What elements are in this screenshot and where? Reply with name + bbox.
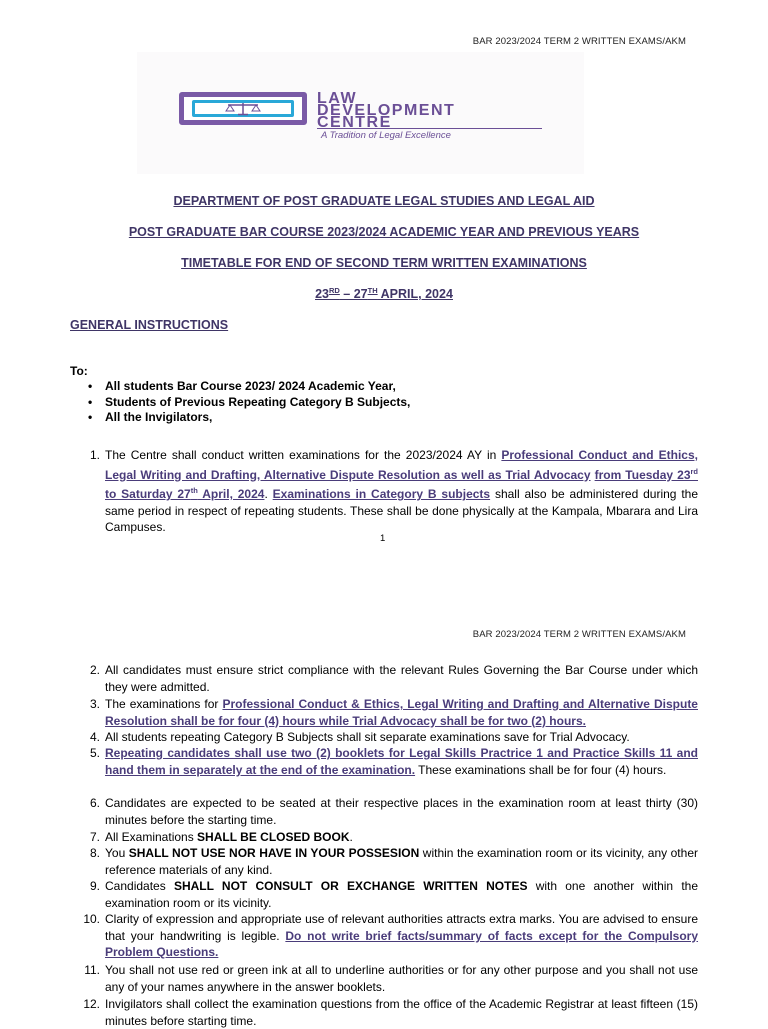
instruction-item-1: 1. The Centre shall conduct written examinations for the 2023/2024 AY in Professional Conduct and Ethics, Legal Writing and Drafting, Alternative Dispute Resolution as well as Trial Advocacy from Tuesday 23rd to Saturday 27th April, 2024. Examinations in Category B subjects shall also be administered during the same period in respect of repeating students. These shall be done physically at the Kampala, Mbarara and Lira Campuses. xyxy=(89,448,698,535)
list-item: • Students of Previous Repeating Category B Subjects, xyxy=(88,395,410,411)
instruction-item-10: 10. Clarity of expression and appropriate use of relevant authorities attracts extra marks. You are advised to ensure that your handwriting is legible. Do not write brief facts/summary of facts except for the Compulsory Problem Questions. xyxy=(83,912,699,960)
instruction-item-7: 7. All Examinations SHALL BE CLOSED BOOK. xyxy=(89,830,353,844)
logo-text-law: LAW xyxy=(317,90,358,107)
instruction-item-2: 2. All candidates must ensure strict compliance with the relevant Rules Governing the Bar Course under which they were admitted. xyxy=(89,663,698,694)
list-item: • All the Invigilators, xyxy=(88,410,410,426)
instruction-item-3: 3. The examinations for Professional Conduct & Ethics, Legal Writing and Drafting and Alternative Dispute Resolution shall be for four (4) hours while Trial Advocacy shall be for two (2) hours. xyxy=(89,697,698,728)
general-instructions-heading: GENERAL INSTRUCTIONS xyxy=(70,318,229,332)
department-title: DEPARTMENT OF POST GRADUATE LEGAL STUDIES AND LEGAL AID xyxy=(173,194,595,208)
page-header-reference: BAR 2023/2024 TERM 2 WRITTEN EXAMS/AKM xyxy=(472,629,686,640)
logo-text-development: DEVELOPMENT xyxy=(317,102,456,119)
logo-tagline: A Tradition of Legal Excellence xyxy=(317,128,542,141)
law-development-centre-logo xyxy=(137,52,584,174)
instruction-item-6: 6. Candidates are expected to be seated at their respective places in the examination room at least thirty (30) minutes before the starting time. xyxy=(89,796,698,827)
logo-book-frame xyxy=(179,92,307,125)
course-title: POST GRADUATE BAR COURSE 2023/2024 ACADEMIC YEAR AND PREVIOUS YEARS xyxy=(128,225,640,239)
instruction-item-9: 9. Candidates SHALL NOT CONSULT OR EXCHANGE WRITTEN NOTES with one another within the examination room or its vicinity. xyxy=(89,879,699,910)
instruction-item-8: 8. You SHALL NOT USE NOR HAVE IN YOUR POSSESION within the examination room or its vicinity, any other reference materials of any kind. xyxy=(89,846,698,877)
to-label: To: xyxy=(70,364,88,378)
scales-of-justice-icon xyxy=(224,102,262,116)
page-header-reference: BAR 2023/2024 TERM 2 WRITTEN EXAMS/AKM xyxy=(472,36,686,47)
exam-dates: 23RD – 27TH APRIL, 2024 xyxy=(315,286,453,302)
document-page-2 xyxy=(0,612,768,1028)
logo-text-centre: CENTRE xyxy=(317,114,392,131)
instruction-item-4: 4. All students repeating Category B Subjects shall sit separate examinations save for Trial Advocacy. xyxy=(89,730,630,744)
recipient-list xyxy=(88,379,410,426)
list-item: • All students Bar Course 2023/ 2024 Academic Year, xyxy=(88,379,410,395)
page-gap xyxy=(0,560,768,612)
instruction-item-12: 12. Invigilators shall collect the examination questions from the office of the Academic Registrar at least fifteen (15) minutes before starting time. xyxy=(83,997,698,1028)
instruction-item-5: 5. Repeating candidates shall use two (2) booklets for Legal Skills Practrice 1 and Practice Skills 11 and hand them in separately at the end of the examination. These examinations shall be for four (4) hours. xyxy=(89,746,698,777)
page-number: 1 xyxy=(380,533,386,544)
instruction-item-11: 11. You shall not use red or green ink at all to underline authorities or for any other purpose and you shall not use any of your names anywhere in the answer booklets. xyxy=(84,963,698,994)
timetable-title: TIMETABLE FOR END OF SECOND TERM WRITTEN EXAMINATIONS xyxy=(181,256,587,270)
